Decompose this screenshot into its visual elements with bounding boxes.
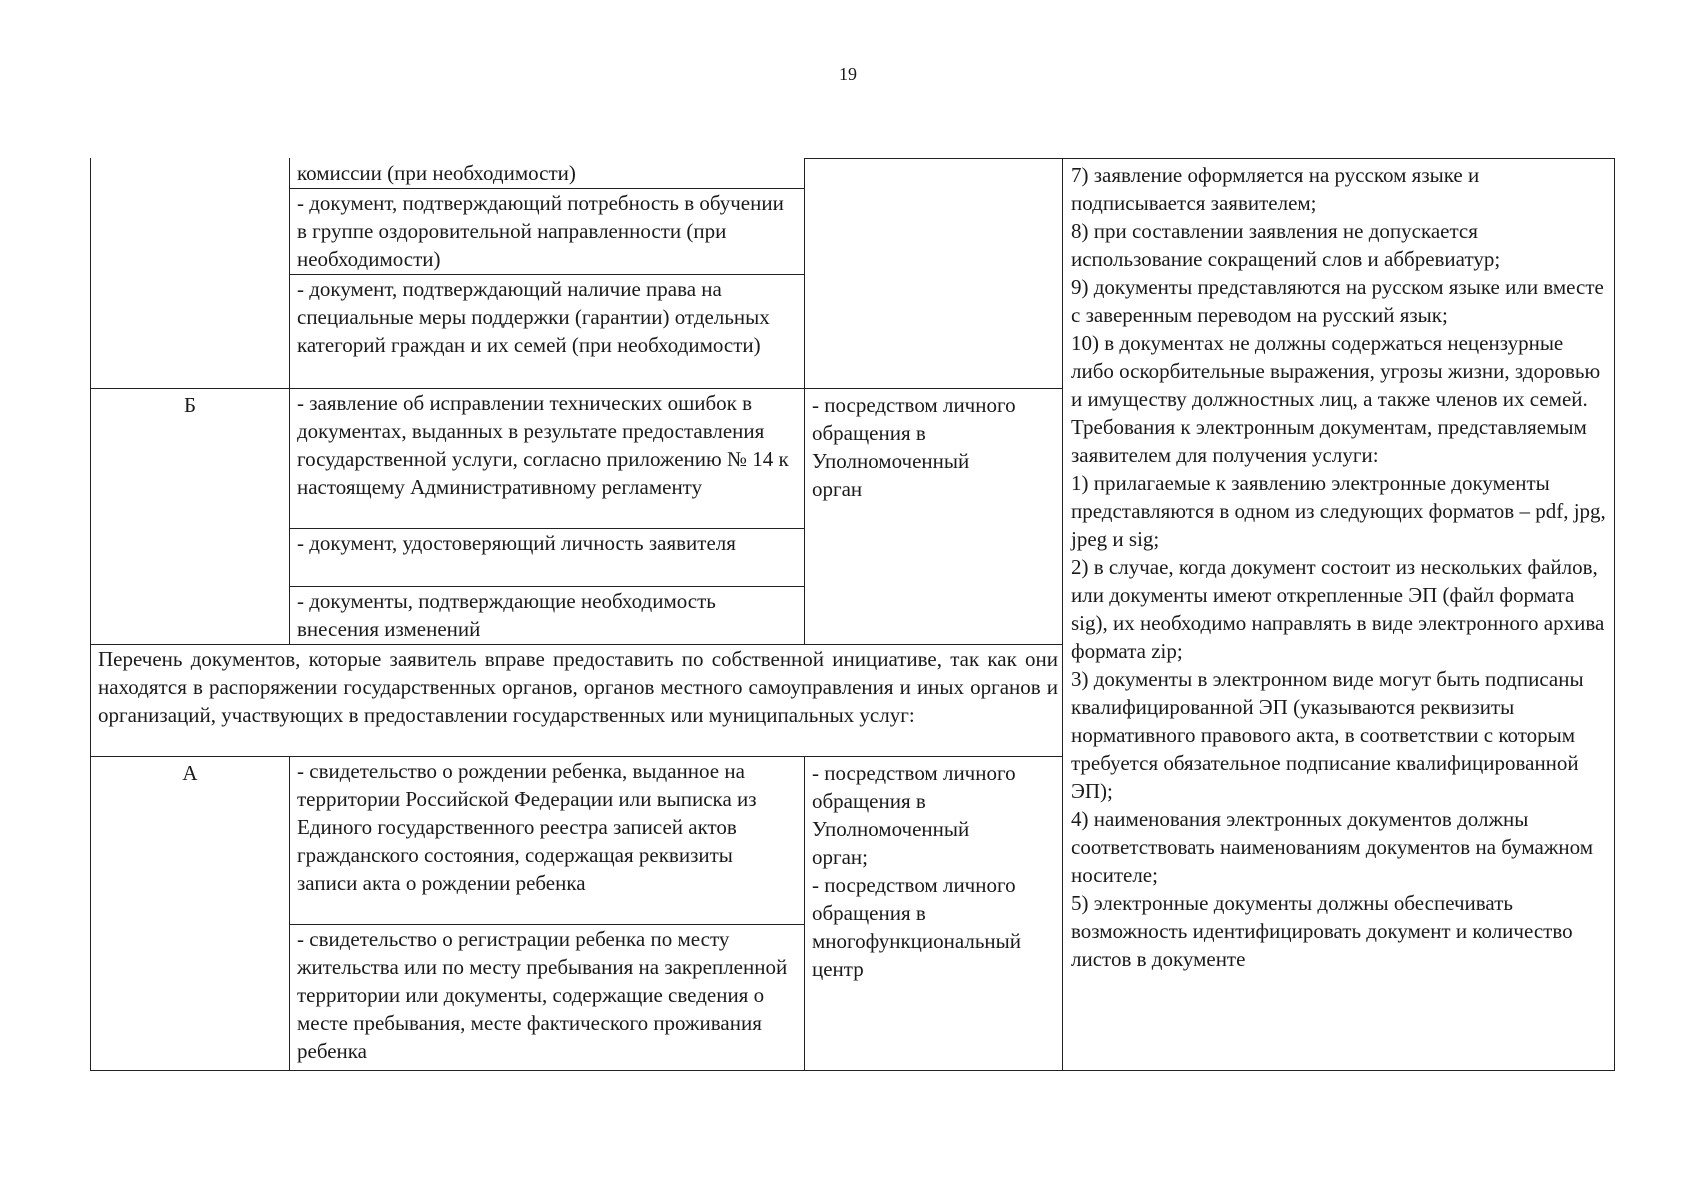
requirement-item: 2) в случае, когда документ состоит из нескольких файлов, или документы имеют открепленные ЭП (файл формата sig), их необходимо направлять в виде электронного архива формата zip; — [1071, 555, 1605, 663]
document-cell: - заявление об исправлении технических ошибок в документах, выданных в результате предоставления государственной услуги, согласно приложению № 14 к настоящему Административному регламенту — [290, 389, 805, 529]
requirement-item: 5) электронные документы должны обеспечивать возможность идентифицировать документ и количество листов в документе — [1071, 891, 1573, 971]
group-label-cell — [91, 159, 290, 389]
document-cell: - документ, удостоверяющий личность заявителя — [290, 529, 805, 587]
document-cell: - документ, подтверждающий потребность в обучении в группе оздоровительной направленности (при необходимости) — [290, 189, 805, 275]
document-cell: комиссии (при необходимости) — [290, 159, 805, 189]
requirement-item: 3) документы в электронном виде могут быть подписаны квалифицированной ЭП (указываются реквизиты нормативного правового акта, в соответствии с которым требуется обязательное подписание квалифицированной ЭП); — [1071, 667, 1584, 803]
requirement-item: 10) в документах не должны содержаться нецензурные либо оскорбительные выражения, угрозы жизни, здоровью и имуществу должностных лиц, а также членов их семей. — [1071, 331, 1601, 411]
table-row — [91, 159, 1615, 189]
requirement-item: 7) заявление оформляется на русском языке и подписывается заявителем; — [1071, 163, 1480, 215]
method-cell-b: - посредством личного обращения в Уполномоченный орган — [805, 389, 1063, 645]
requirement-item: 8) при составлении заявления не допускается использование сокращений слов и аббревиатур; — [1071, 219, 1501, 271]
requirements-cell — [1063, 159, 1615, 1071]
document-cell: - документ, подтверждающий наличие права на специальные меры поддержки (гарантии) отдельных категорий граждан и их семей (при необходимости) — [290, 275, 805, 389]
requirements-heading: Требования к электронным документам, представляемым заявителем для получения услуги: — [1071, 415, 1587, 467]
optional-documents-header: Перечень документов, которые заявитель вправе предоставить по собственной инициативе, так как они находятся в распоряжении государственных органов, органов местного самоуправления и иных органов и организаций, участвующих в предоставлении государственных или муниципальных услуг: — [91, 645, 1063, 757]
requirement-item: 1) прилагаемые к заявлению электронные документы представляются в одном из следующих форматов – pdf, jpg, jpeg и sig; — [1071, 471, 1606, 551]
page-number: 19 — [839, 64, 857, 84]
method-cell — [805, 159, 1063, 389]
document-cell: - свидетельство о регистрации ребенка по месту жительства или по месту пребывания на закрепленной территории или документы, содержащие сведения о месте пребывания, месте фактического проживания ребенка — [290, 925, 805, 1071]
method-cell-a: - посредством личного обращения в Уполномоченный орган; - посредством личного обращения в многофункциональный центр — [805, 757, 1063, 1071]
group-label-b: Б — [91, 389, 290, 645]
documents-table — [90, 158, 1615, 1071]
requirement-item: 9) документы представляются на русском языке или вместе с заверенным переводом на русский язык; — [1071, 275, 1604, 327]
document-cell: - документы, подтверждающие необходимость внесения изменений — [290, 587, 805, 645]
document-cell: - свидетельство о рождении ребенка, выданное на территории Российской Федерации или выписка из Единого государственного реестра записей актов гражданского состояния, содержащая реквизиты записи акта о рождении ребенка — [290, 757, 805, 925]
requirement-item: 4) наименования электронных документов должны соответствовать наименованиям документов на бумажном носителе; — [1071, 807, 1593, 887]
group-label-a: А — [91, 757, 290, 1071]
